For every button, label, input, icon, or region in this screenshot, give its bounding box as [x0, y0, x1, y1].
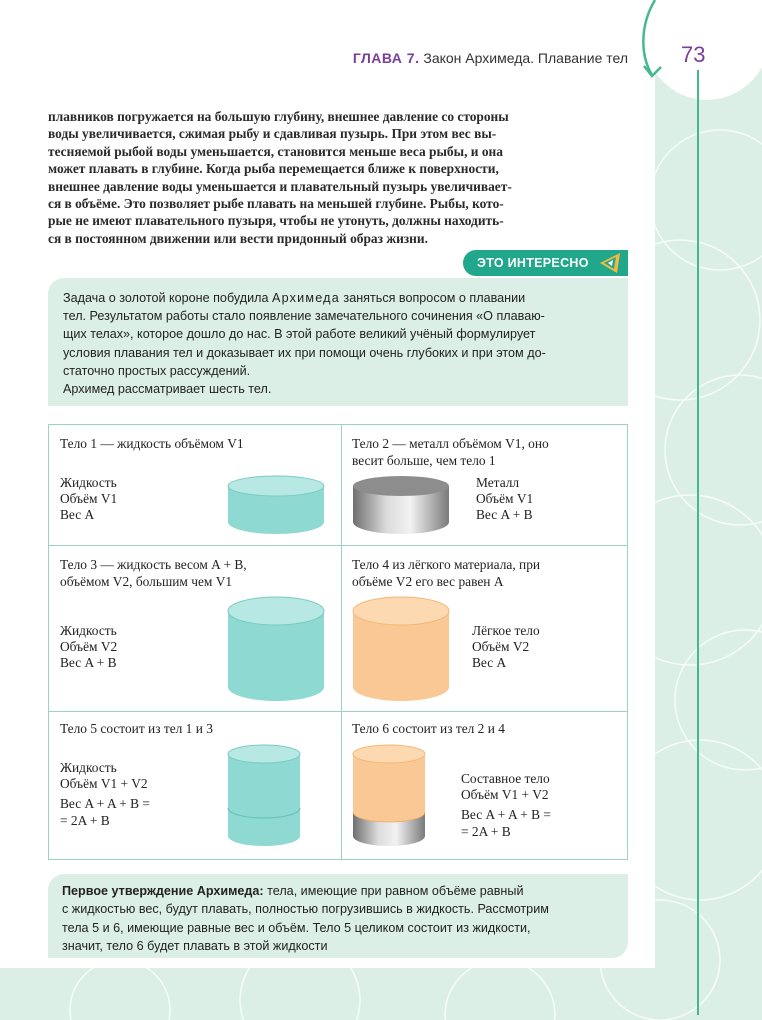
- body-3-title: Тело 3 — жидкость весом A + B, объёмом V2, большим чем V1: [60, 557, 247, 589]
- body-line: ся в постоянном движении или вести придонный образ жизни.: [48, 230, 428, 246]
- body-line: плавников погружается на большую глубину, внешнее давление со стороны: [48, 109, 509, 124]
- table-divider: [49, 545, 627, 546]
- chapter-title: Закон Архимеда. Плавание тел: [423, 50, 628, 66]
- interest-line: статочно простых рассуждений.: [63, 363, 251, 378]
- interest-badge-label: ЭТО ИНТЕРЕСНО: [477, 256, 589, 270]
- composite-cylinder: [351, 744, 427, 850]
- body-5-title: Тело 5 состоит из тел 1 и 3: [60, 721, 213, 736]
- body-6-title: Тело 6 состоит из тел 2 и 4: [352, 721, 505, 736]
- body-paragraph: [48, 108, 628, 247]
- liquid-cylinder-1: [226, 474, 326, 536]
- triangle-icon: [597, 251, 623, 275]
- body-line: внешнее давление воды уменьшается и плавательный пузырь увеличивает-: [48, 178, 512, 194]
- body-line: воды увеличивается, сжимая рыбу и сдавливая пузырь. При этом вес вы-: [48, 126, 497, 142]
- interest-line: условия плавания тел и доказывает их при помощи очень глубоких и при этом до-: [63, 345, 546, 360]
- interest-line: Архимед рассматривает шесть тел.: [63, 382, 272, 397]
- first-statement-line: тела 5 и 6, имеющие равные вес и объём. Тело 5 целиком состоит из жидкости,: [62, 920, 531, 935]
- body-2-props: Металл Объём V1 Вес A + B: [476, 475, 534, 523]
- first-statement-line: Первое утверждение Архимеда: тела, имеющие при равном объёме равный: [62, 884, 524, 898]
- interest-text: [63, 289, 618, 398]
- body-1-title: Тело 1 — жидкость объёмом V1: [60, 436, 244, 451]
- body-1-props: Жидкость Объём V1 Вес A: [60, 475, 118, 523]
- liquid-cylinder-3: [226, 595, 326, 703]
- interest-line: щих телах», которое дошло до нас. В этой работе великий учёный формулирует: [63, 327, 536, 342]
- body-2-title: Тело 2 — металл объёмом V1, оно весит больше, чем тело 1: [352, 436, 549, 468]
- first-statement-heading: Первое утверждение Архимеда:: [62, 884, 264, 898]
- chapter-label: ГЛАВА 7.: [352, 50, 420, 66]
- first-statement-line: значит, тело 6 будет плавать в этой жидкости: [62, 938, 328, 953]
- first-statement-line: с жидкостью вес, будут плавать, полностью погрузившись в жидкость. Рассмотрим: [62, 902, 549, 917]
- table-divider: [49, 711, 627, 712]
- body-line: может плавать в глубине. Когда рыба перемещается ближе к поверхности,: [48, 161, 499, 177]
- composite-liquid-cylinder: [226, 744, 302, 850]
- body-4-props: Лёгкое тело Объём V2 Вес A: [472, 623, 540, 671]
- light-body-cylinder: [351, 595, 451, 703]
- body-line: ся в объёме. Это позволяет рыбе плавать на меньшей глубине. Рыбы, кото-: [48, 196, 504, 212]
- body-line: тесняемой рыбой воды уменьшается, становится меньше веса рыбы, и она: [48, 143, 503, 159]
- interest-line: тел. Результатом работы стало появление замечательного сочинения «О плаваю-: [63, 309, 545, 324]
- table-divider: [341, 425, 342, 859]
- interest-badge: [463, 250, 628, 276]
- interest-line: Задача о золотой короне побудила Архимеда заняться вопросом о плавании: [63, 291, 526, 305]
- body-4-title: Тело 4 из лёгкого материала, при объёме V2 его вес равен A: [352, 557, 541, 589]
- running-header: [320, 50, 628, 66]
- page-number: 73: [681, 42, 706, 67]
- first-statement-text: [62, 882, 622, 955]
- body-6-props: Составное тело Объём V1 + V2 Вес A + A + B = = 2A + B: [461, 771, 551, 839]
- archimedes-name: Архимеда: [272, 291, 340, 305]
- body-5-props: Жидкость Объём V1 + V2 Вес A + A + B = = 2A + B: [60, 760, 150, 828]
- margin-line: [697, 70, 699, 1015]
- metal-cylinder: [351, 474, 451, 536]
- body-line: рые не имеют плавательного пузыря, чтобы не утонуть, должны находить-: [48, 213, 504, 229]
- body-3-props: Жидкость Объём V2 Вес A + B: [60, 623, 118, 671]
